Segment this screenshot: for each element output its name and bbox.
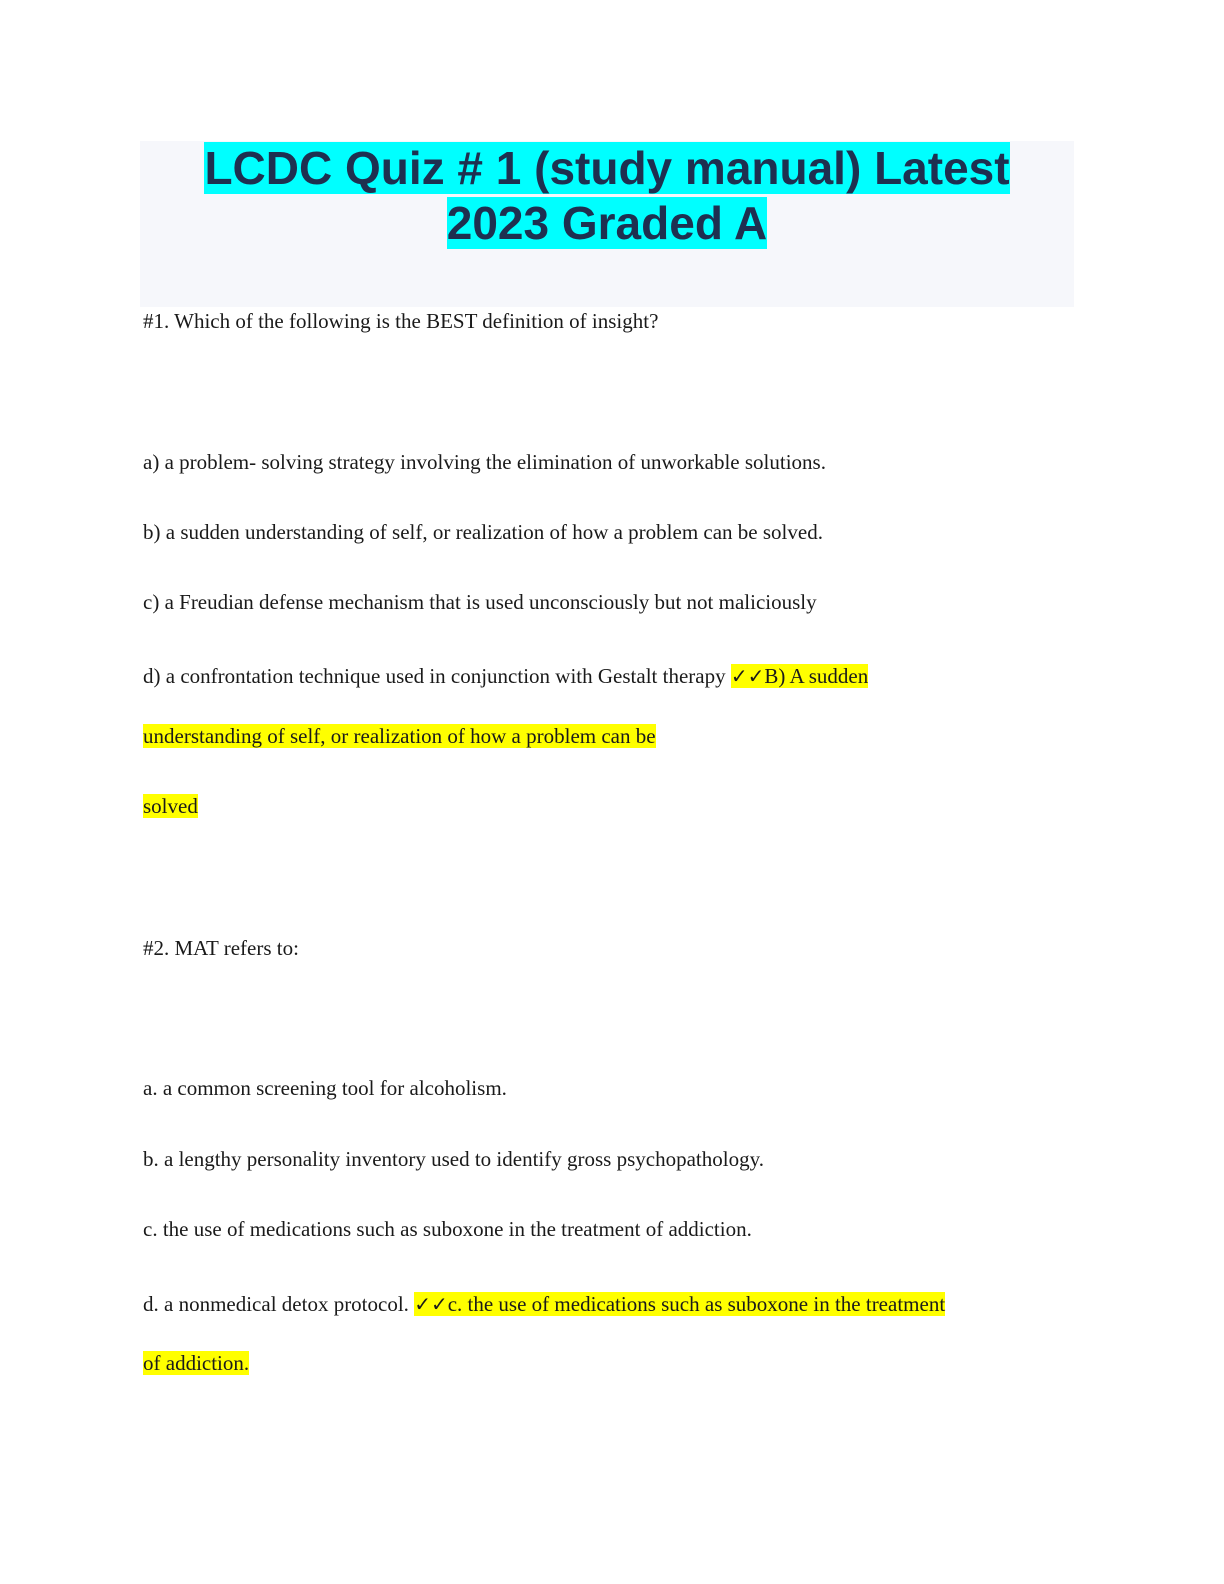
question-1-option-a: a) a problem- solving strategy involving the elimination of unworkable solutions. [143, 450, 826, 474]
question-1-answer-line-3-row [143, 793, 198, 819]
question-1-option-c: c) a Freudian defense mechanism that is used unconsciously but not maliciously [143, 590, 817, 614]
question-2-answer-line-1: c. the use of medications such as suboxone in the treatment [447, 1292, 946, 1316]
question-1-answer-line-1: B) A sudden [764, 664, 869, 688]
question-1-option-d-line [143, 663, 868, 689]
question-2-option-b: b. a lengthy personality inventory used to identify gross psychopathology. [143, 1147, 764, 1171]
double-check-icon: ✓✓ [730, 664, 765, 688]
double-check-icon: ✓✓ [414, 1292, 448, 1316]
question-2-option-d: d. a nonmedical detox protocol. [143, 1292, 415, 1316]
question-1-answer-line-2-row [143, 723, 656, 749]
title-line-1: LCDC Quiz # 1 (study manual) Latest [204, 142, 1010, 194]
question-2-answer-line-2: of addiction. [143, 1351, 250, 1375]
question-1-option-d: d) a confrontation technique used in conjunction with Gestalt therapy [143, 664, 731, 688]
question-1-answer-line-3: solved [143, 794, 198, 818]
document-title [140, 141, 1074, 251]
question-2-option-c: c. the use of medications such as suboxone in the treatment of addiction. [143, 1217, 752, 1241]
title-line-2: 2023 Graded A [446, 197, 768, 249]
question-1-answer-line-2: understanding of self, or realization of how a problem can be [143, 724, 656, 748]
question-2-option-d-line [143, 1291, 945, 1317]
question-2-answer-start [414, 1292, 945, 1316]
question-2-answer-line-2-row [143, 1350, 249, 1376]
question-1-answer-start [731, 664, 868, 688]
question-1-option-b: b) a sudden understanding of self, or realization of how a problem can be solved. [143, 520, 823, 544]
question-1-text: #1. Which of the following is the BEST definition of insight? [143, 309, 659, 333]
question-2-text: #2. MAT refers to: [143, 936, 299, 960]
question-2-option-a: a. a common screening tool for alcoholism. [143, 1076, 507, 1100]
